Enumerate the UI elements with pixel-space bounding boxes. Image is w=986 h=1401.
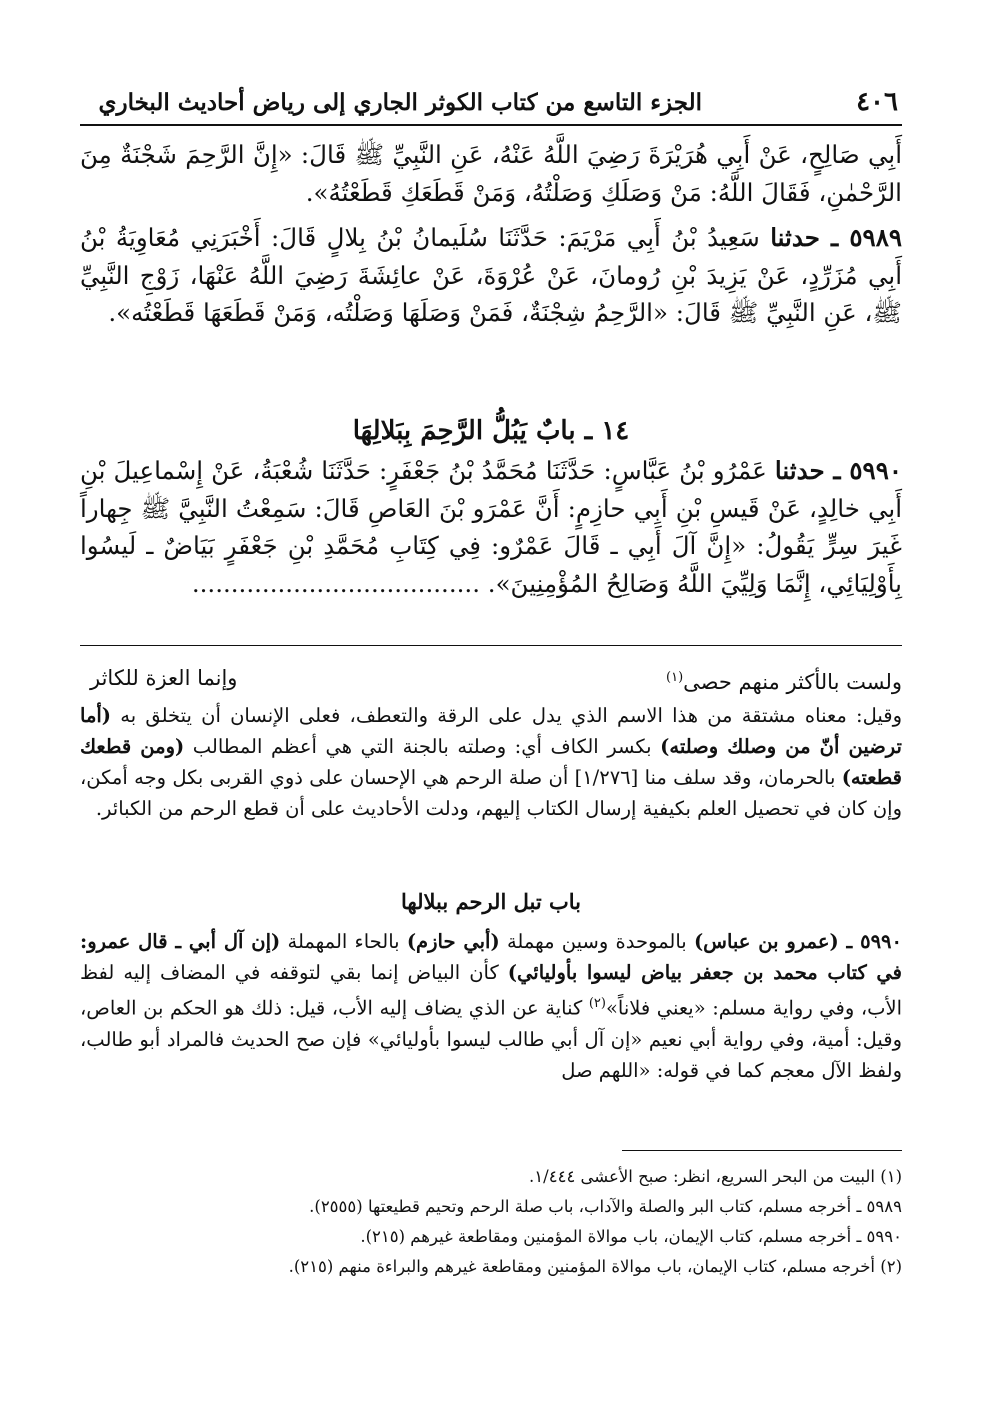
quoted-phrase: (إن آل أبي ـ قال عمرو: في كتاب محمد بن جعفر بياض ليسوا بأوليائي) (80, 930, 902, 984)
commentary-paragraph-1: وقيل: معناه مشتقة من هذا الاسم الذي يدل على الرقة والتعطف، فعلى الإنسان أن يتخلق به (أما ترضين أنّ من وصلك وصلته) بكسر الكاف أي: وصلته بالجنة التي هي أعظم المطالب (ومن قطعك قطعته) بالحرمان، وقد سلف منا [١/٢٧٦] أن صلة الرحم هي الإحسان على ذوي القربى بكل وجه أمكن، وإن كان في تحصيل العلم بكيفية إرسال الكتاب إليهم، ودلت الأحاديث على أن قطع الرحم من الكبائر. (80, 704, 902, 820)
hadith-5989 (80, 219, 902, 332)
hadith-text: سَعِيدُ بْنُ أَبِي مَرْيَمَ: حَدَّثَنَا سُلَيمانُ بْنُ بِلالٍ قَالَ: أَخْبَرَنِي مُعَاوِيَةُ بْنُ أَبِي مُزَرِّدٍ، عَنْ يَزِيدَ بْنِ رُومانَ، عَنْ عُرْوَةَ، عَنْ عائِشَةَ رَضِيَ اللَّهُ عَنْهَا، زَوْجِ النَّبِيِّ ﷺ، عَنِ النَّبِيِّ ﷺ قَالَ: «الرَّحِمُ شِجْنَةٌ، فَمَنْ وَصَلَهَا وَصَلْتُه، وَمَنْ قَطَعَهَا قَطَعْتُه». (80, 223, 902, 327)
quoted-phrase: (أبي حازم) (406, 930, 500, 953)
footnotes (80, 1162, 902, 1282)
running-header (80, 84, 902, 126)
hadith-main-text (80, 136, 902, 332)
footnote-marker: (١) (666, 670, 684, 685)
hadith-continuation: أَبِي صَالِحٍ، عَنْ أَبِي هُرَيْرَةَ رَضِيَ اللَّهُ عَنْهُ، عَنِ النَّبِيِّ ﷺ قَالَ: «إِنَّ الرَّحِمَ شَجْنَةٌ مِنَ الرَّحْمٰنِ، فَقَالَ اللَّهُ: مَنْ وَصَلَكِ وَصَلْتُهُ، وَمَنْ قَطَعَكِ قَطَعْتُهُ». (80, 140, 902, 207)
footnote: ٥٩٩٠ ـ أخرجه مسلم، كتاب الإيمان، باب موالاة المؤمنين ومقاطعة غيرهم (٢١٥). (360, 1227, 902, 1246)
chapter-heading: ١٤ ـ بابٌ يَبُلُّ الرَّحِمَ بِبَلالِهَا (352, 416, 630, 446)
verse-hemistich-1: ولست بالأكثر منهم حصى$^{(١)}$ (666, 670, 902, 694)
hadith-reference: ٥٩٩٠ ـ (عمرو بن عباس) (693, 930, 902, 953)
footnote: ٥٩٨٩ ـ أخرجه مسلم، كتاب البر والصلة والآداب، باب صلة الرحم وتحيم قطيعتها (٢٥٥٥). (309, 1197, 902, 1216)
hadith-text: عَمْرُو بْنُ عَبَّاسٍ: حَدَّثَنَا مُحَمَّدُ بْنُ جَعْفَرٍ: حَدَّثَنَا شُعْبَةُ، عَنْ إِسْماعِيلَ بْنِ أَبِي خالِدٍ، عَنْ قَيسِ بْنِ أَبِي حازِمٍ: أَنَّ عَمْرَو بْنَ العَاصِ قَالَ: سَمِعْتُ النَّبِيَّ ﷺ جِهاراً غَيرَ سِرٍّ يَقُولُ: «إِنَّ آلَ أَبِي ـ قَالَ عَمْرٌو: فِي كِتَابِ مُحَمَّدِ بْنِ جَعْفَرٍ بَيَاضٌ ـ لَيسُوا بِأَوْلِيَائِي، إِنَّمَا وَلِيِّيَ اللَّهُ وَصَالِحُ المُؤْمِنِينَ». (80, 456, 902, 598)
poem-verse (80, 662, 902, 698)
hadith-number: ٥٩٨٩ ـ حدثنا (770, 223, 903, 252)
hadith-5990 (80, 452, 902, 602)
footnote-marker: (٢) (588, 996, 606, 1011)
footnote: (١) البيت من البحر السريع، انظر: صبح الأعشى ١/٤٤٤. (529, 1167, 902, 1186)
page-number: ٤٠٦ (856, 87, 898, 117)
footnote-divider (622, 1150, 902, 1151)
quoted-phrase: (أما ترضين أنّ من وصلك وصلته) (80, 704, 902, 758)
ellipsis-dots: ..................................... (191, 568, 480, 598)
running-title: الجزء التاسع من كتاب الكوثر الجاري إلى رياض أحاديث البخاري (98, 89, 702, 116)
footnote: (٢) أخرجه مسلم، كتاب الإيمان، باب موالاة المؤمنين ومقاطعة غيرهم والبراءة منهم (٢١٥). (288, 1257, 902, 1276)
section-heading: باب تبل الرحم ببلالها (401, 889, 581, 914)
verse-hemistich-2: وإنما العزة للكاثر (90, 666, 238, 690)
quoted-phrase: (ومن قطعك قطعته) (80, 735, 902, 789)
divider (80, 645, 902, 646)
commentary-paragraph-2: ٥٩٩٠ ـ (عمرو بن عباس) بالموحدة وسين مهملة (أبي حازم) بالحاء المهملة (إن آل أبي ـ قال عمرو: في كتاب محمد بن جعفر بياض ليسوا بأوليائي) كأن البياض إنما بقي لتوقفه في المضاف إليه لفظ الأب، وفي رواية مسلم: «يعني فلاناً»$^{(٢)}$ كناية عن الذي يضاف إليه الأب، قيل: ذلك هو الحكم بن العاص، وقيل: أمية، وفي رواية أبي نعيم «إن آل أبي طالب ليسوا بأوليائي» فإن صح الحديث فالمراد أبو طالب، ولفظ الآل معجم كما في قوله: «اللهم صل (80, 930, 903, 1082)
hadith-number: ٥٩٩٠ ـ حدثنا (774, 456, 903, 485)
